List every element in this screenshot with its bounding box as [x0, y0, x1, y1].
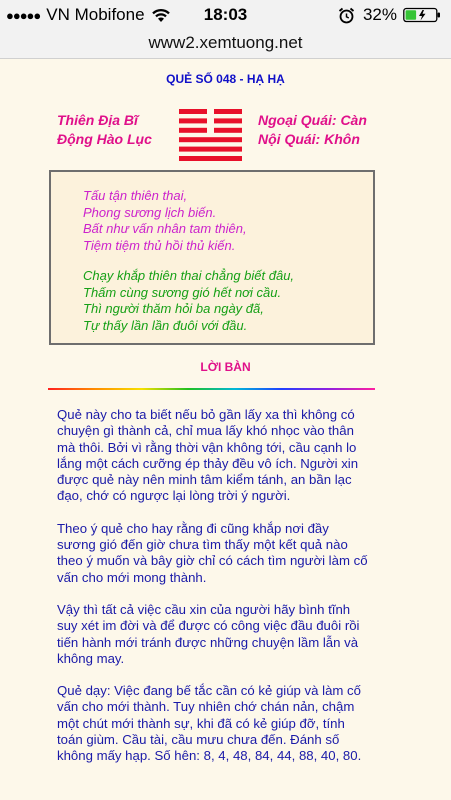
hexagram-name: Thiên Địa Bĩ — [57, 112, 138, 128]
poem-stanza-chinese — [83, 188, 373, 254]
status-bar — [0, 0, 451, 30]
clock: 18:03 — [203, 5, 248, 24]
commentary — [57, 407, 371, 781]
battery-charging-icon — [403, 7, 443, 23]
poem-line: Thấm cùng sương gió hết nơi cầu. — [83, 284, 282, 300]
outer-trigram: Ngoại Quái: Càn — [258, 112, 367, 128]
inner-trigram: Nội Quái: Khôn — [258, 131, 360, 147]
section-heading: LỜI BÀN — [200, 360, 251, 374]
commentary-paragraph: Quẻ này cho ta biết nếu bỏ gần lấy xa thì không có chuyện gì thành cả, chỉ mua lấy khó nhọc vào thân mà thôi. Bởi vì rằng thời vận không tới, cầu cạnh lo lắng một cách cưỡng ép thảy đều vô ích. Người xin được quẻ này nên minh tâm kiểm tánh, an bần lạc đạo, chớ có ngược lại lòng trời ý người. — [57, 407, 359, 504]
hexagram-symbol — [179, 109, 242, 161]
status-right — [338, 5, 443, 25]
poem-line: Tự thấy lần lần đuôi với đầu. — [83, 317, 248, 333]
address-bar[interactable] — [0, 30, 451, 59]
poem-line: Chạy khắp thiên thai chẳng biết đâu, — [83, 268, 295, 283]
commentary-paragraph: Vậy thì tất cả việc cầu xin của người hãy bình tĩnh suy xét im đời và để được có công việc đầu đuôi rồi tiến hành mới tránh được những chuyện lầm lẫn và không may. — [57, 601, 360, 666]
poem-stanza-vietnamese — [83, 268, 373, 334]
commentary-paragraph: Theo ý quẻ cho hay rằng đi cũng khắp nơi đầy sương gió đến giờ chưa tìm thấy một kết quả nào theo ý muốn và bây giờ chỉ có cách tìm người làm cố vấn cho mới mong thành. — [57, 520, 368, 585]
hexagram-info-right — [258, 111, 367, 149]
battery-percent: 32% — [362, 5, 397, 24]
poem-line: Thì người thăm hỏi ba ngày đã, — [83, 301, 264, 316]
hexagram-title: QUẺ SỐ 048 - HẠ HẠ — [166, 72, 285, 86]
poem-box — [49, 170, 375, 345]
rainbow-divider — [48, 388, 375, 390]
commentary-paragraph: Quẻ dạy: Việc đang bế tắc cần có kẻ giúp và làm cố vấn cho mới thành. Tuy nhiên chớ chán nản, chậm một chút mới thành sự, khi đã có kẻ giúp đỡ, tính toán giùm. Cầu tài, cầu mưu chưa đến. Đánh số không mấy hạp. Số hên: 8, 4, 48, 84, 44, 88, 40, 80. — [57, 683, 362, 764]
poem-line: Tấu tận thiên thai, — [83, 188, 188, 203]
carrier-name: VN Mobifone — [46, 5, 145, 24]
poem-line: Phong sương lịch biến. — [83, 204, 217, 220]
hexagram-info-left — [57, 111, 152, 149]
signal-strength-icon: ●●●●● — [6, 7, 41, 23]
moving-line: Động Hào Lục — [57, 131, 152, 147]
url-text[interactable]: www2.xemtuong.net — [148, 33, 303, 52]
alarm-icon — [338, 7, 355, 24]
poem-line: Bất như vấn nhân tam thiên, — [83, 221, 247, 236]
poem-line: Tiệm tiệm thủ hồi thủ kiến. — [83, 237, 236, 253]
